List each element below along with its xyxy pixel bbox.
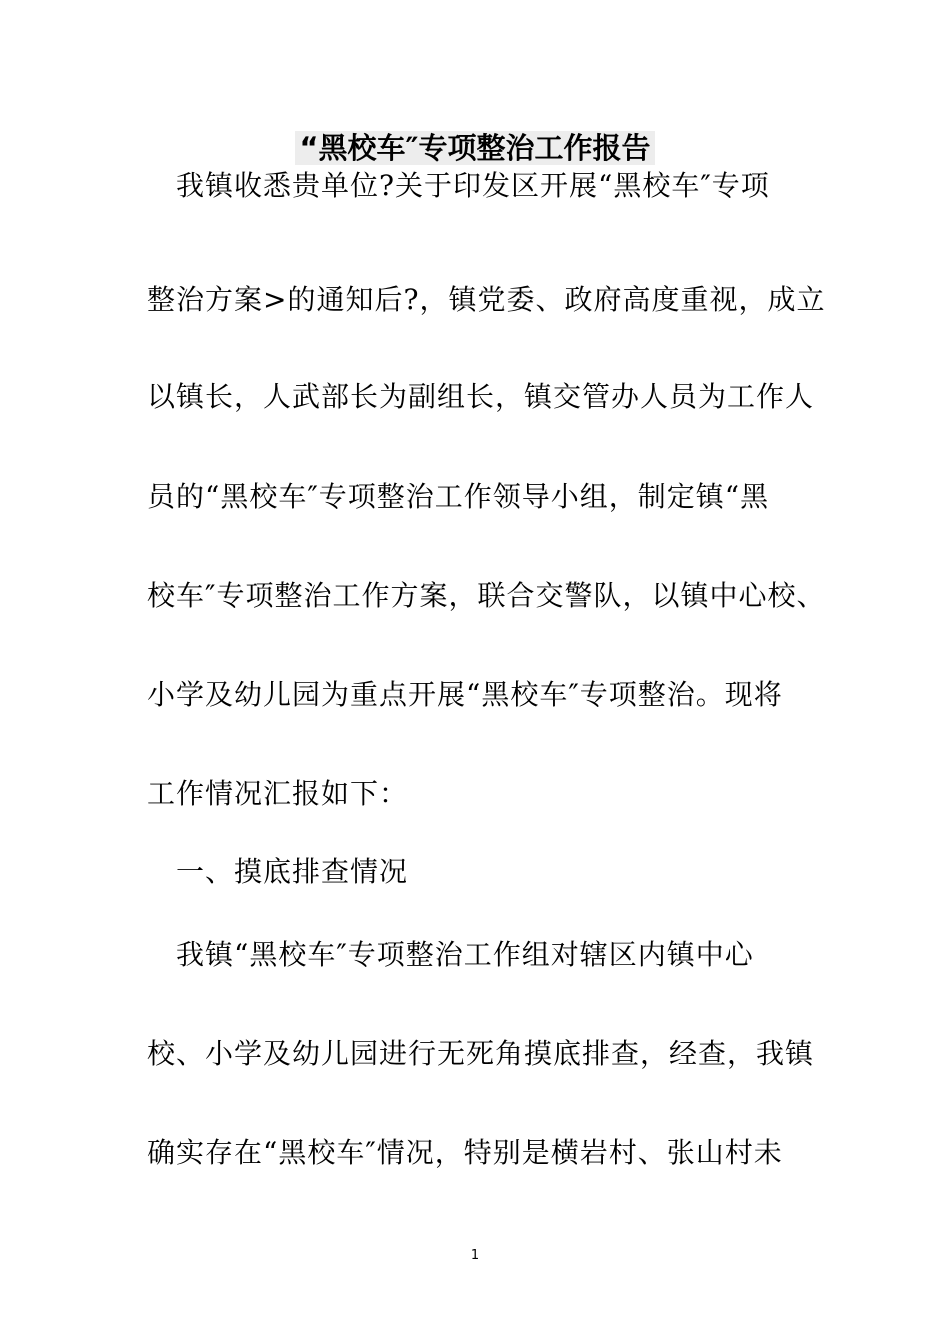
body-line-10: 确实存在“黑校车″情况，特别是横岩村、张山村未	[147, 1136, 783, 1169]
body-line-9: 校、小学及幼儿园进行无死角摸底排查，经查，我镇	[147, 1037, 815, 1070]
body-line-6: 小学及幼儿园为重点开展“黑校车″专项整治。现将	[147, 678, 783, 711]
body-line-2: 整治方案>的通知后?，镇党委、政府高度重视，成立	[147, 283, 826, 316]
body-line-4: 员的“黑校车″专项整治工作领导小组，制定镇“黑	[147, 480, 770, 513]
body-line-5: 校车″专项整治工作方案，联合交警队，以镇中心校、	[147, 579, 826, 612]
document-title-text: “黑校车″专项整治工作报告	[295, 131, 654, 165]
document-title	[0, 128, 950, 168]
page-number: 1	[470, 1248, 480, 1263]
body-line-7: 工作情况汇报如下：	[147, 777, 409, 810]
body-line-3: 以镇长，人武部长为副组长，镇交管办人员为工作人	[147, 380, 815, 413]
body-line-1: 我镇收悉贵单位?关于印发区开展“黑校车″专项	[147, 169, 770, 202]
body-line-8: 我镇“黑校车″专项整治工作组对辖区内镇中心	[147, 938, 754, 971]
section-heading: 一、摸底排查情况	[147, 855, 409, 888]
